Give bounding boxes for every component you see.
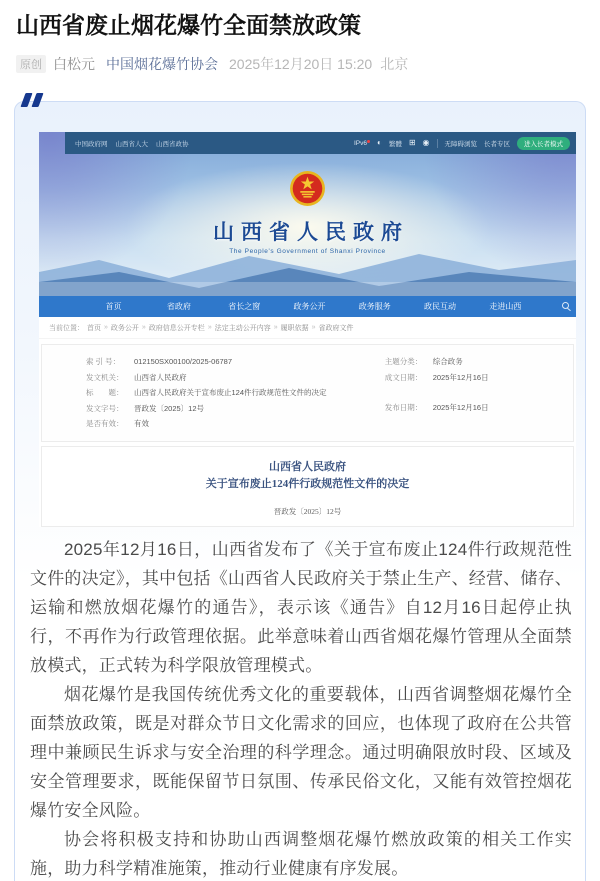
doc-meta-value: 2025年12月16日 [432, 403, 489, 412]
article-body [30, 535, 572, 881]
embedded-screenshot[interactable] [39, 132, 576, 527]
doc-meta-value: 综合政务 [432, 357, 463, 366]
publish-location: 北京 [380, 56, 409, 72]
pinyin-icon: ⊞ [408, 138, 416, 147]
doc-meta-value: 山西省人民政府 [134, 372, 187, 382]
breadcrumb-item: 法定主动公开内容 [214, 324, 271, 332]
doc-meta-value: 有效 [134, 419, 149, 428]
gov-nav-item: 政民互动 [424, 302, 457, 311]
traditional-chinese-toggle: 繁體 [388, 140, 402, 148]
quote-card [14, 101, 586, 881]
gov-topbar [65, 132, 576, 154]
doc-number: 晋政发〔2025〕12号 [273, 506, 342, 516]
gov-topbar-link: 山西省人大 [115, 140, 148, 148]
doc-meta-label: 主题分类： [384, 357, 423, 366]
gov-nav [39, 296, 576, 317]
doc-meta-row [86, 370, 359, 386]
breadcrumb-separator: » [104, 324, 108, 331]
banner-mountains [39, 248, 576, 296]
article-meta [16, 54, 584, 74]
gov-breadcrumb [39, 317, 576, 339]
doc-meta-row [385, 400, 573, 416]
gov-topbar-link: 中国政府网 [75, 140, 108, 148]
user-icon: ◉ [422, 138, 430, 147]
national-emblem-icon [289, 170, 326, 207]
doc-meta-row [86, 416, 359, 432]
breadcrumb-separator: » [207, 324, 212, 331]
breadcrumb-item: 政府信息公开专栏 [148, 324, 205, 332]
breadcrumb-item: 政务公开 [110, 324, 139, 332]
doc-meta-label: 发文字号： [86, 403, 124, 413]
doc-meta-label: 标 题： [86, 388, 124, 397]
doc-meta-label: 发布日期： [384, 403, 423, 412]
gov-banner [39, 132, 576, 296]
body-paragraph: 2025年12月16日，山西省发布了《关于宣布废止124件行政规范性文件的决定》，其中包括《山西省人民政府关于禁止生产、经营、储存、运输和燃放烟花爆竹的通告》，表示该《通告》自12月16日起停止执行，不再作为行政管理依据。此举意味着山西省烟花爆竹管理从全面禁放模式，正式转为科学限放管理模式。 [30, 539, 572, 675]
doc-meta-value: 山西省人民政府关于宣布废止124件行政规范性文件的决定 [134, 388, 327, 397]
doc-meta-value: 晋政发〔2025〕12号 [134, 403, 205, 413]
doc-meta-label: 发文机关： [86, 372, 124, 382]
gov-topbar-links [75, 139, 197, 148]
doc-meta-table [41, 344, 574, 442]
breadcrumb-separator: » [311, 324, 316, 331]
doc-meta-label: 索 引 号： [86, 357, 121, 366]
breadcrumb-item: 履职依据 [280, 324, 309, 332]
doc-title-block [41, 446, 574, 527]
gov-nav-item: 政务公开 [293, 302, 326, 311]
doc-meta-value: 012150SX00100/2025-06787 [134, 357, 233, 366]
search-icon [562, 302, 569, 309]
breadcrumb-separator: » [141, 324, 146, 331]
breadcrumb-item: 省政府文件 [318, 324, 354, 332]
gov-nav-item: 省政府 [166, 302, 191, 311]
quote-icon [23, 93, 45, 107]
elder-zone-label: 长者专区 [484, 140, 510, 148]
gov-nav-item: 省长之窗 [228, 302, 261, 311]
doc-meta-row [385, 354, 573, 370]
account-link[interactable]: 中国烟花爆竹协会 [106, 56, 218, 72]
body-paragraph: 协会将积极支持和协助山西调整烟花爆竹燃放政策的相关工作实施，助力科学精准施策，推动行业健康有序发展。 [30, 829, 572, 878]
doc-meta-row [86, 385, 359, 401]
doc-meta-row [86, 354, 359, 370]
article-title: 山西省废止烟花爆竹全面禁放政策 [16, 12, 361, 38]
divider [437, 139, 438, 148]
breadcrumb-separator: » [273, 324, 278, 331]
publish-time: 2025年12月20日 15:20 [229, 56, 373, 72]
doc-meta-label: 是否有效： [86, 419, 124, 428]
doc-meta-row [86, 401, 359, 417]
gov-nav-item: 首页 [105, 302, 122, 311]
gov-site-subtitle: The People's Government of Shanxi Province [229, 248, 386, 255]
doc-title-line1: 山西省人民政府 [269, 460, 346, 473]
doc-title-line2: 关于宣布废止124件行政规范性文件的决定 [205, 477, 410, 490]
gov-site-title: 山西省人民政府 [213, 220, 409, 244]
contrast-icon: ◐ [376, 138, 382, 147]
elder-mode-button: 进入长者模式 [517, 137, 570, 150]
breadcrumb-label: 当前位置： [49, 324, 84, 332]
doc-meta-row [385, 370, 573, 386]
breadcrumb-item: 首页 [87, 324, 101, 332]
gov-nav-item: 政务服务 [358, 302, 391, 311]
ipv6-label: IPv6 [354, 140, 370, 147]
author-name: 白松元 [53, 56, 95, 72]
accessibility-label: 无障碍浏览 [444, 140, 477, 148]
doc-meta-value: 2025年12月16日 [432, 372, 489, 382]
body-paragraph: 烟花爆竹是我国传统优秀文化的重要载体，山西省调整烟花爆竹全面禁放政策，既是对群众节日文化需求的回应，也体现了政府在公共管理中兼顾民生诉求与安全治理的科学理念。通过明确限放时段、区域及安全管理要求，既能保留节日氛围、传承民俗文化，又能有效管控烟花爆竹安全风险。 [30, 684, 572, 820]
doc-meta-label: 成文日期： [384, 372, 423, 382]
gov-topbar-link: 山西省政协 [156, 140, 189, 148]
original-badge: 原创 [16, 55, 46, 73]
gov-nav-item: 走进山西 [489, 302, 522, 311]
